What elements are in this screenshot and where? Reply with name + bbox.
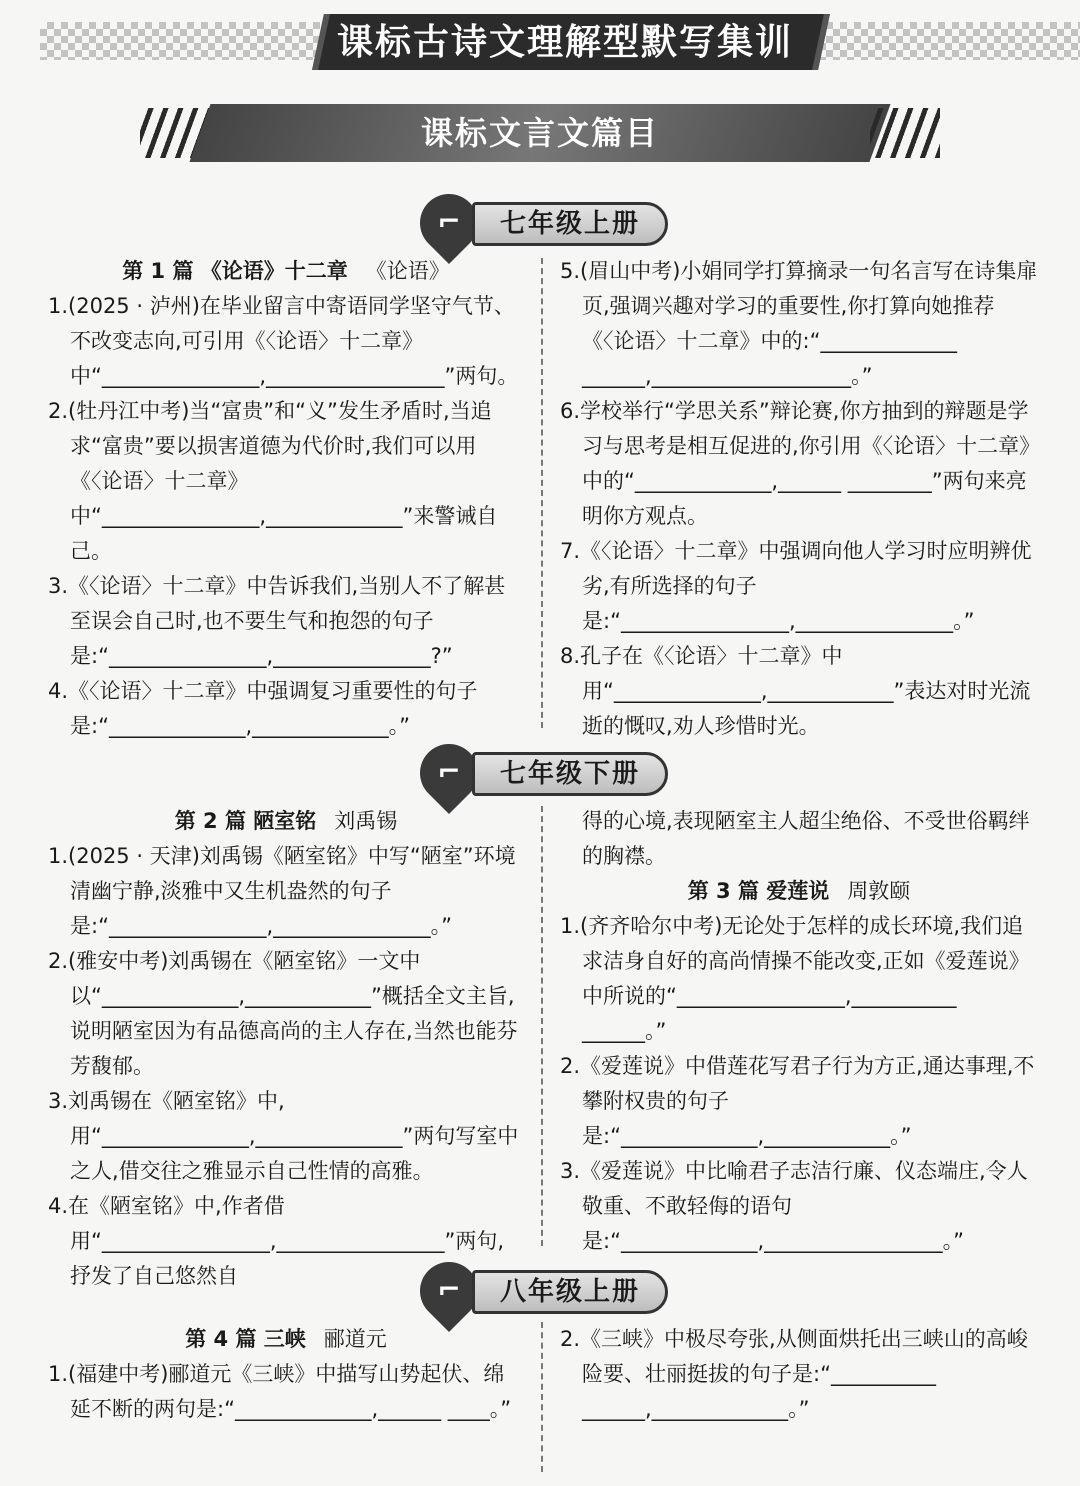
article-author: 周敦颐 [847,879,911,903]
article-3 [560,804,1038,1259]
question-5: 5.(眉山中考)小娟同学打算摘录一句名言写在诗集扉页,强调兴趣对学习的重要性,你打算向她推荐《〈论语〉十二章》中的:“_____________ ______,___________________。” [560,259,1038,388]
article-author: 刘禹锡 [334,809,398,833]
question-3: 3.《爱莲说》中比喻君子志洁行廉、仪态端庄,令人敬重、不敢轻侮的语句是:“_____________,_________________。” [560,1159,1028,1253]
question-7: 7.《〈论语〉十二章》中强调向他人学习时应明辨优劣,有所选择的句子是:“________________,_______________。” [560,539,1032,633]
article-title: 第 2 篇 陋室铭 [174,809,317,833]
question-2: 2.(牡丹江中考)当“富贵”和“义”发生矛盾时,当追求“富贵”要以损害道德为代价时,我们可以用《〈论语〉十二章》中“_______________,_____________”来警诫自己。 [48,399,498,563]
question-4: 4.在《陋室铭》中,作者借用“________________,________________”两句,抒发了自己悠然自 [48,1194,505,1288]
question-4-continued: 得的心境,表现陋室主人超尘绝俗、不受世俗羁绊的胸襟。 [582,809,1030,868]
stair-icon: ⌐ [437,1273,461,1306]
page-title: 课标古诗文理解型默写集训 [336,21,793,63]
article-4-right [560,1322,1038,1427]
question-3: 3.刘禹锡在《陋室铭》中,用“______________,______________”两句写室中之人,借交往之雅显示自己性情的高雅。 [48,1089,519,1183]
article-heading [48,1322,524,1357]
article-author: 郦道元 [323,1327,387,1351]
column-divider [541,806,543,1246]
article-heading [560,874,1038,909]
article-1-right [560,254,1038,744]
article-title: 第 4 篇 三峡 [185,1327,306,1351]
question-1: 1.(齐齐哈尔中考)无论处于怎样的成长环境,我们追求洁身自好的高尚情操不能改变,正如《爱莲说》中所说的“________________,__________ ______。” [560,914,1030,1043]
question-1: 1.(2025 · 天津)刘禹锡《陋室铭》中写“陋室”环境清幽宁静,淡雅中又生机盎然的句子是:“_______________,_______________。” [48,844,516,938]
question-3: 3.《〈论语〉十二章》中告诉我们,当别人不了解甚至误会自己时,也不要生气和抱怨的句子是:“_______________,_______________?” [48,574,506,668]
stair-icon: ⌐ [437,205,461,238]
article-heading [48,804,524,839]
checker-decoration-right [805,22,1080,60]
top-banner [0,0,1080,80]
question-6: 6.学校举行“学思关系”辩论赛,你方抽到的辩题是学习与思考是相互促进的,你引用《〈论语〉十二章》中的“_____________,______ ________”两句来亮明你方观点。 [560,399,1030,528]
column-divider [541,258,543,728]
question-8: 8.孔子在《〈论语〉十二章》中用“______________,____________”表达对时光流逝的慨叹,劝人珍惜时光。 [560,644,1031,738]
question-2: 2.《三峡》中极尽夸张,从侧面烘托出三峡山的高峻险要、壮丽挺拔的句子是:“__________ ______,_____________。” [560,1327,1028,1421]
section-bar [140,104,940,162]
stair-icon: ⌐ [437,755,461,788]
stripes-right [870,108,940,158]
article-1-left [48,254,524,744]
article-title: 第 1 篇 《论语》十二章 [122,259,348,283]
section-title: 课标文言文篇目 [420,114,659,152]
question-1: 1.(2025 · 泸州)在毕业留言中寄语同学坚守气节、不改变志向,可引用《〈论语〉十二章》中“_______________,_________________”两句。 [48,294,519,388]
grade-badge-7b [420,744,670,800]
question-2: 2.《爱莲说》中借莲花写君子行为方正,通达事理,不攀附权贵的句子是:“_____________,____________。” [560,1054,1035,1148]
question-4: 4.《〈论语〉十二章》中强调复习重要性的句子是:“_____________,_____________。” [48,679,478,738]
column-divider [541,1322,543,1472]
question-1: 1.(福建中考)郦道元《三峡》中描写山势起伏、绵延不断的两句是:“_____________,______ ____。” [48,1362,512,1421]
grade-label: 七年级下册 [499,759,640,789]
article-4-left [48,1322,524,1427]
article-author: 《论语》 [365,259,450,283]
grade-label: 七年级上册 [499,209,640,239]
grade-label: 八年级上册 [499,1277,640,1307]
article-heading [48,254,524,289]
question-2: 2.(雅安中考)刘禹锡在《陋室铭》一文中以“_____________,____________”概括全文主旨,说明陋室因为有品德高尚的主人存在,当然也能芬芳馥郁。 [48,949,518,1078]
article-title: 第 3 篇 爱莲说 [687,879,830,903]
grade-badge-8a [420,1262,670,1318]
grade-badge-7a [420,194,670,250]
checker-decoration-left [40,22,320,60]
article-2 [48,804,524,1294]
